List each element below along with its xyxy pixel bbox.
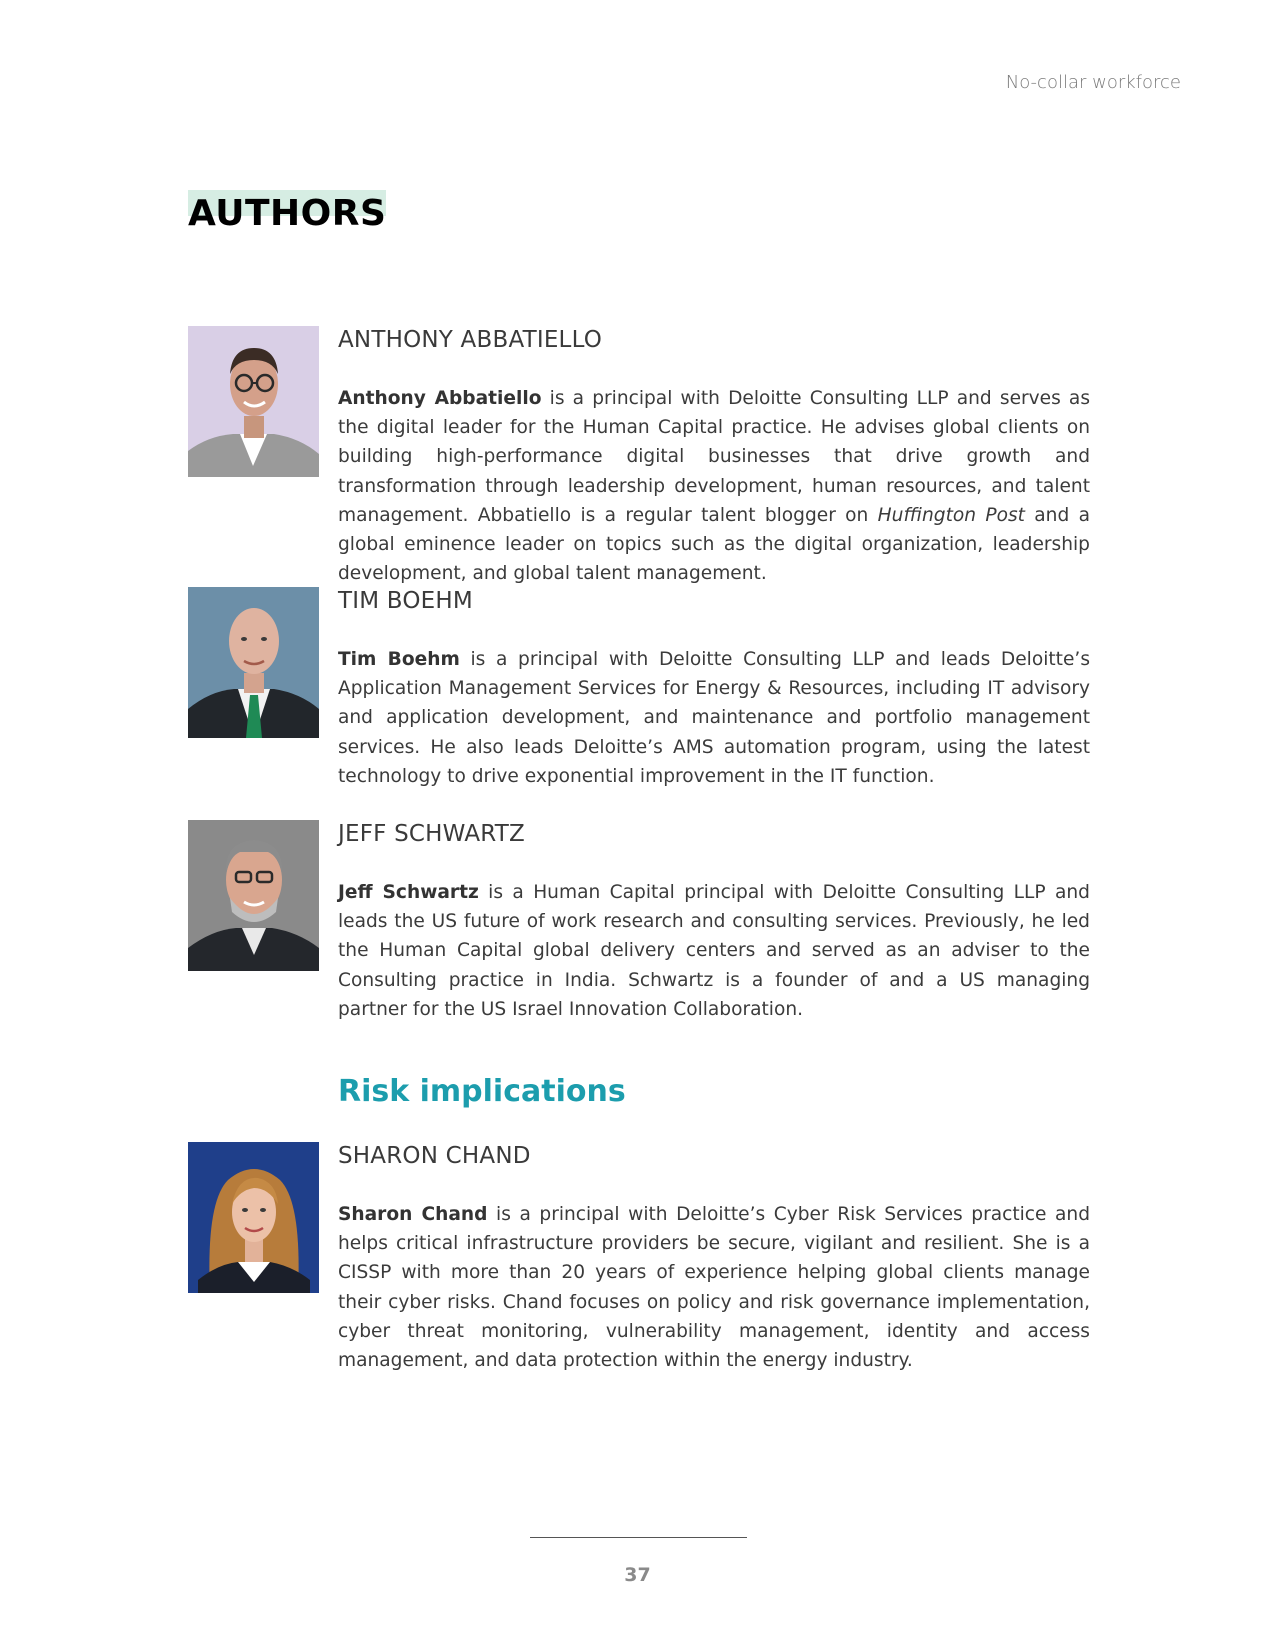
author-name: SHARON CHAND [338,1143,531,1169]
bio-text: is a principal with Deloitte Consulting LLP and leads Deloitte’s Application Management Services for Energy & Resources, including IT advisory and application development, and maintenance and portfolio management services. He also leads Deloitte’s AMS automation program, using the latest technology to drive exponential improvement in the IT function. [338,649,1091,787]
page-title-text: AUTHORS [188,193,387,235]
author-text-chand [338,1142,1090,1375]
author-bio [338,1200,1090,1375]
author-text-schwartz [338,820,1090,1024]
portrait-photo-icon [188,326,319,477]
author-name: ANTHONY ABBATIELLO [338,327,603,353]
bio-text: is a principal with Deloitte’s Cyber Risk Services practice and helps critical infrastructure providers be secure, vigilant and resilient. She is a CISSP with more than 20 years of experience helping global clients manage their cyber risks. Chand focuses on policy and risk governance implementation, cyber threat monitoring, vulnerability management, identity and access management, and data protection within the energy industry. [338,1204,1090,1372]
bio-name: Jeff Schwartz [338,882,479,903]
author-photo-chand [188,1142,319,1293]
portrait-photo-icon [188,587,319,738]
author-name: JEFF SCHWARTZ [338,821,525,847]
author-bio [338,878,1090,1024]
bio-publication: Huffington Post [877,504,1025,526]
author-text-boehm [338,587,1090,791]
bio-text: is a principal with Deloitte Consulting LLP and serves as the digital leader for the Human Capital practice. He advises global clients on building high-performance digital businesses that drive growth and transformation through leadership development, human resources, and talent management. Abbatiello is a regular talent blogger on [338,388,1091,526]
author-text-abbatiello [338,326,1090,588]
bio-name: Tim Boehm [338,649,460,670]
portrait-photo-icon [188,1142,319,1293]
page-title [188,190,387,235]
author-photo-boehm [188,587,319,738]
page-number: 37 [624,1564,651,1586]
footer-divider [530,1537,747,1538]
author-photo-schwartz [188,820,319,971]
author-name: TIM BOEHM [338,588,473,614]
subsection-title: Risk implications [338,1074,626,1109]
bio-text: is a Human Capital principal with Deloitte Consulting LLP and leads the US future of work research and consulting services. Previously, he led the Human Capital global delivery centers and served as an adviser to the Consulting practice in India. Schwartz is a founder of and a US managing partner for the US Israel Innovation Collaboration. [338,882,1090,1020]
author-photo-abbatiello [188,326,319,477]
bio-name: Sharon Chand [338,1204,488,1225]
portrait-photo-icon [188,820,319,971]
author-bio [338,645,1090,791]
bio-name: Anthony Abbatiello [338,388,542,409]
running-header: No-collar workforce [1005,72,1181,93]
bio-text-continued: and a global eminence leader on topics such as the digital organization, leadership development, and global talent management. [338,504,1090,585]
author-bio [338,384,1090,588]
